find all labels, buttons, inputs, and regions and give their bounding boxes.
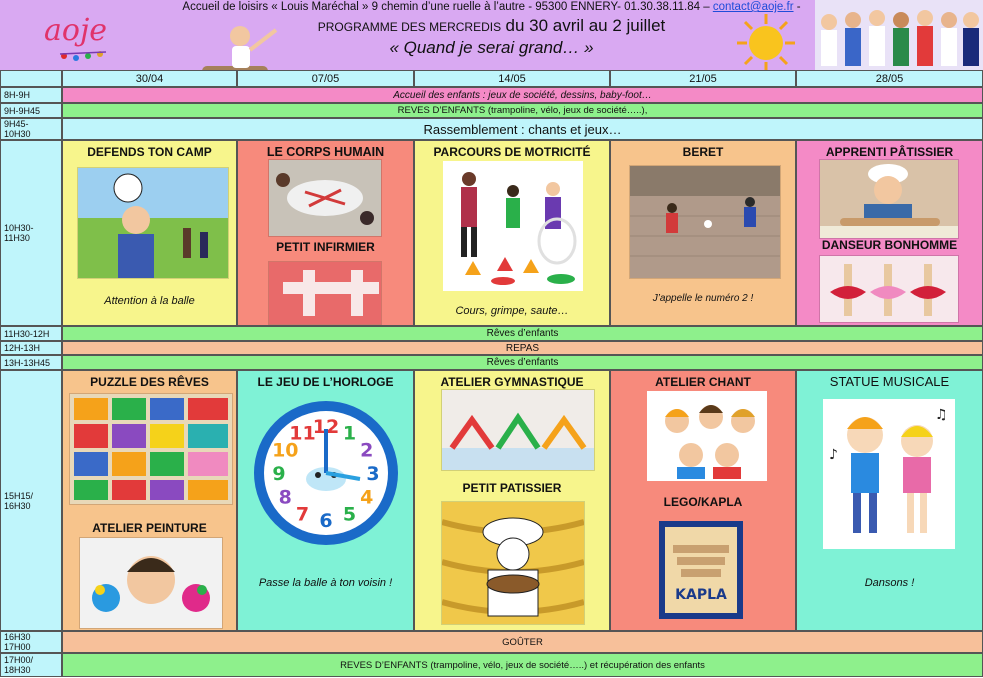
clock-number: 10: [272, 439, 299, 462]
activity-title: BERET: [682, 145, 724, 159]
band-gouter: GOÛTER: [62, 631, 983, 653]
dancer-puppets-image: [819, 255, 959, 323]
clock-number: 3: [366, 463, 380, 485]
time-slot-8: 15H15/ 16H30: [0, 370, 62, 631]
line1-suffix: -: [796, 1, 801, 13]
time-slot-9: 16H30 17H00: [0, 631, 62, 653]
activity-title-2: PETIT INFIRMIER: [276, 240, 375, 254]
football-kid-image: [77, 167, 229, 279]
band-reves-evening: REVES D’ENFANTS (trampoline, vélo, jeux de société…..) et récupération des enfants: [62, 653, 983, 677]
activity-caption: J’appelle le numéro 2 !: [652, 293, 754, 304]
sun-icon: [735, 12, 797, 74]
svg-text:♪: ♪: [829, 447, 838, 463]
clock-number: 12: [312, 416, 340, 438]
activity-title-2: DANSEUR BONHOMME: [821, 238, 958, 252]
activity-title-2: LEGO/KAPLA: [663, 495, 743, 509]
time-slot-4: 10H30- 11H30: [0, 140, 62, 326]
time-slot-10: 17H00/ 18H30: [0, 653, 62, 677]
address-text: Accueil de loisirs « Louis Maréchal » 9 chemin d’une ruelle à l’autre - 95300 ENNERY- 01.30.38.11.84 –: [182, 1, 710, 13]
time-slot-3: 9H45- 10H30: [0, 118, 62, 140]
motor-course-image: [443, 161, 583, 291]
clock-number: 5: [342, 503, 357, 526]
time-slot-6: 12H-13H: [0, 341, 62, 355]
beret-game-image: [629, 165, 781, 279]
activity-title: LE JEU DE L’HORLOGE: [257, 375, 394, 389]
activity-caption: Attention à la balle: [104, 295, 195, 307]
little-nurse-image: [268, 261, 382, 325]
date-header-2: 07/05: [237, 70, 414, 87]
activity-title: PUZZLE DES RÊVES: [90, 375, 209, 389]
gymnastics-image: [441, 389, 595, 471]
afternoon-activity-5: [796, 370, 983, 631]
activity-title: APPRENTI PÂTISSIER: [825, 145, 954, 159]
activity-title-2: PETIT PATISSIER: [462, 481, 562, 495]
morning-activity-5: [796, 140, 983, 326]
date-header-3: 14/05: [414, 70, 610, 87]
programme-dates: du 30 avril au 2 juillet: [505, 16, 666, 35]
pastry-kid-image: [819, 159, 959, 239]
clock-number: 7: [295, 503, 310, 526]
activity-title: DEFENDS TON CAMP: [87, 145, 212, 159]
date-header-4: 21/05: [610, 70, 796, 87]
morning-activity-1: [62, 140, 237, 326]
dream-puzzle-image: [69, 393, 233, 505]
band-reves-morning: REVES D’ENFANTS (trampoline, vélo, jeux de société…..),: [62, 103, 983, 118]
activity-title: LE CORPS HUMAIN: [266, 145, 385, 159]
clock-number: 6: [319, 510, 333, 532]
singing-kids-image: [647, 391, 767, 481]
morning-activity-3: [414, 140, 610, 326]
time-slot-2: 9H-9H45: [0, 103, 62, 118]
morning-activity-4: [610, 140, 796, 326]
clock-number: 2: [360, 439, 374, 462]
afternoon-activity-1: [62, 370, 237, 631]
activity-title-2: ATELIER PEINTURE: [92, 521, 207, 535]
header-banner: [0, 0, 983, 70]
band-reves-1130: Rêves d’enfants: [62, 326, 983, 341]
logo-text: aoje: [44, 13, 108, 48]
clock-image: [248, 399, 404, 547]
costumed-kids-image: [815, 0, 983, 70]
band-rassemblement: Rassemblement : chants et jeux…: [62, 118, 983, 140]
clock-number: 4: [360, 486, 374, 509]
time-slot-7: 13H-13H45: [0, 355, 62, 370]
morning-activity-2: [237, 140, 414, 326]
kapla-box-label: KAPLA: [675, 587, 727, 603]
afternoon-activity-3: [414, 370, 610, 631]
clock-number: 1: [342, 422, 357, 445]
time-slot-5: 11H30-12H: [0, 326, 62, 341]
time-slot-1: 8H-9H: [0, 87, 62, 103]
clock-number: 8: [278, 486, 292, 509]
activity-title: ATELIER GYMNASTIQUE: [440, 375, 584, 389]
painting-kid-image: [79, 537, 223, 629]
afternoon-activity-2: [237, 370, 414, 631]
email-link[interactable]: contact@aoje.fr: [712, 1, 794, 13]
activity-caption: Passe la balle à ton voisin !: [258, 577, 393, 589]
afternoon-activity-4: [610, 370, 796, 631]
band-repas: REPAS: [62, 341, 983, 355]
musical-statue-image: [823, 399, 955, 549]
kapla-box-image: [655, 515, 747, 623]
activity-caption: Dansons !: [864, 577, 915, 589]
human-body-image: [268, 159, 382, 237]
programme-label: PROGRAMME DES MERCREDIS: [317, 20, 502, 34]
date-header-5: 28/05: [796, 70, 983, 87]
programme-theme: « Quand je serai grand… »: [389, 38, 594, 57]
activity-title: PARCOURS DE MOTRICITÉ: [433, 145, 591, 159]
date-header-1: 30/04: [62, 70, 237, 87]
activity-title: ATELIER CHANT: [655, 375, 751, 389]
band-accueil: Accueil des enfants : jeux de société, dessins, baby-foot…: [62, 87, 983, 103]
activity-title: STATUE MUSICALE: [829, 374, 950, 389]
band-reves-13: Rêves d’enfants: [62, 355, 983, 370]
activity-caption: Cours, grimpe, saute…: [455, 305, 569, 317]
little-baker-image: [441, 501, 585, 625]
clock-number: 11: [289, 422, 316, 445]
date-header-corner: [0, 70, 62, 87]
svg-text:♫: ♫: [935, 407, 948, 423]
clock-number: 9: [272, 463, 286, 485]
